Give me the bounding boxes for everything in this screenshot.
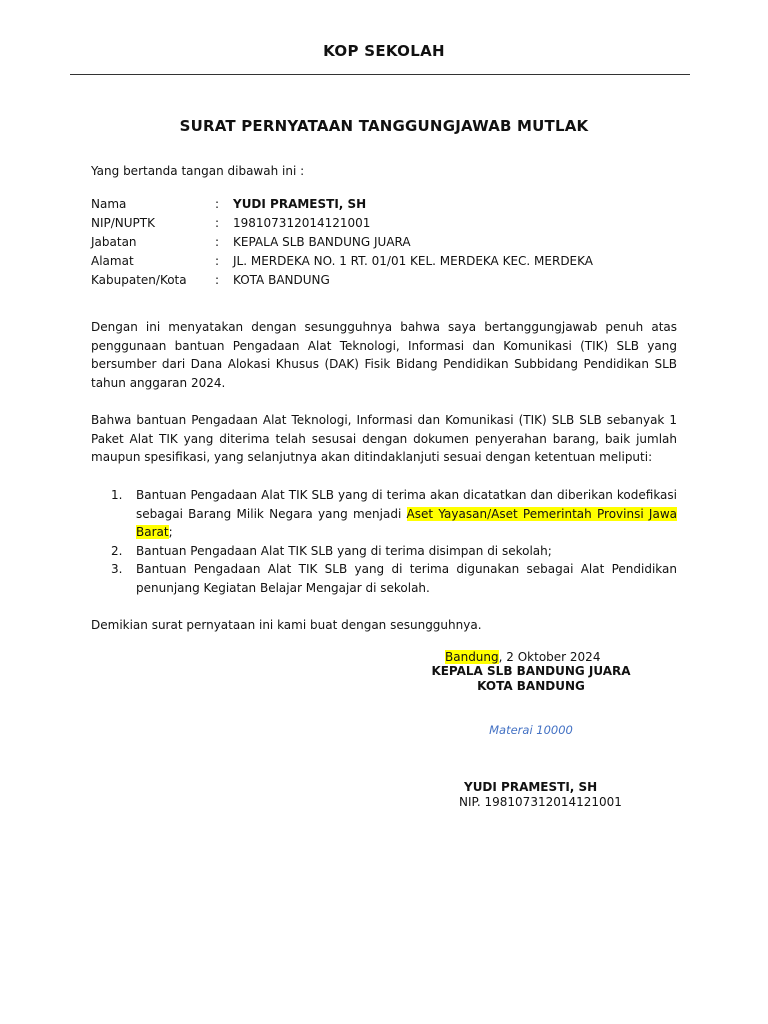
letterhead-divider <box>70 74 690 75</box>
closing-text: Demikian surat pernyataan ini kami buat dengan sesungguhnya. <box>91 618 482 632</box>
identity-label: Nama <box>91 197 127 211</box>
list-number: 1. <box>111 488 123 502</box>
identity-row-alamat <box>91 252 593 271</box>
list-item-text: Bantuan Pengadaan Alat TIK SLB yang di terima digunakan sebagai Alat Pendidikan penunjang Kegiatan Belajar Mengajar di sekolah. <box>136 562 677 595</box>
identity-label: NIP/NUPTK <box>91 216 155 230</box>
identity-value: YUDI PRAMESTI, SH <box>233 197 367 211</box>
details-paragraph: Bahwa bantuan Pengadaan Alat Teknologi, Informasi dan Komunikasi (TIK) SLB SLB sebanyak 1 Paket Alat TIK yang diterima telah sesusai dengan dokumen penyerahan barang, baik jumlah maupun spesifikasi, yang selanjutnya akan ditindaklanjuti sesuai dengan ketentuan meliputi: <box>91 413 677 465</box>
identity-value: JL. MERDEKA NO. 1 RT. 01/01 KEL. MERDEKA KEC. MERDEKA <box>233 254 594 268</box>
identity-value: 198107312014121001 <box>233 216 371 230</box>
identity-colon: : <box>215 235 220 249</box>
list-item-text: Bantuan Pengadaan Alat TIK SLB yang di terima akan dicatatkan dan diberikan kodefikasi sebagai Barang Milik Negara yang menjadi <box>136 488 677 521</box>
list-item <box>91 560 677 597</box>
signature-city: KOTA BANDUNG <box>477 679 585 693</box>
intro-text: Yang bertanda tangan dibawah ini : <box>91 164 305 178</box>
identity-value: KEPALA SLB BANDUNG JUARA <box>233 235 411 249</box>
identity-value: KOTA BANDUNG <box>233 273 330 287</box>
identity-colon: : <box>215 216 220 230</box>
provisions-list <box>91 486 677 598</box>
identity-colon: : <box>215 197 220 211</box>
identity-block <box>91 195 593 290</box>
identity-colon: : <box>215 254 220 268</box>
list-number: 2. <box>111 543 123 558</box>
signature-office <box>380 664 682 694</box>
identity-row-nip <box>91 214 593 233</box>
signature-date-text: , 2 Oktober 2024 <box>498 650 601 664</box>
signature-place: Bandung <box>445 650 499 664</box>
signature-date <box>445 650 600 664</box>
signature-office-title: KEPALA SLB BANDUNG JUARA <box>431 664 631 678</box>
identity-row-jabatan <box>91 233 593 252</box>
signer-name: YUDI PRAMESTI, SH <box>464 780 598 794</box>
identity-label: Alamat <box>91 254 134 268</box>
signer-nip: NIP. 198107312014121001 <box>459 795 622 809</box>
identity-row-kabupaten <box>91 271 593 290</box>
identity-label: Kabupaten/Kota <box>91 273 187 287</box>
materai-label: Materai 10000 <box>489 723 573 737</box>
letterhead-title: KOP SEKOLAH <box>323 42 445 60</box>
list-item <box>91 542 677 561</box>
list-item <box>91 486 677 542</box>
identity-colon: : <box>215 273 220 287</box>
list-item-suffix: ; <box>168 525 173 540</box>
list-number: 3. <box>111 562 123 577</box>
identity-row-nama <box>91 195 593 214</box>
highlighted-text: Aset Yayasan/Aset Pemerintah Provinsi Jawa Barat <box>136 506 677 540</box>
document-title: SURAT PERNYATAAN TANGGUNGJAWAB MUTLAK <box>179 117 589 135</box>
list-item-text: Bantuan Pengadaan Alat TIK SLB yang di terima disimpan di sekolah; <box>136 543 552 558</box>
statement-paragraph: Dengan ini menyatakan dengan sesungguhnya bahwa saya bertanggungjawab penuh atas penggunaan bantuan Pengadaan Alat Teknologi, Informasi dan Komunikasi (TIK) SLB yang bersumber dari Dana Alokasi Khusus (DAK) Fisik Bidang Pendidikan Subbidang Pendidikan SLB tahun anggaran 2024. <box>91 320 677 390</box>
identity-label: Jabatan <box>91 235 137 249</box>
